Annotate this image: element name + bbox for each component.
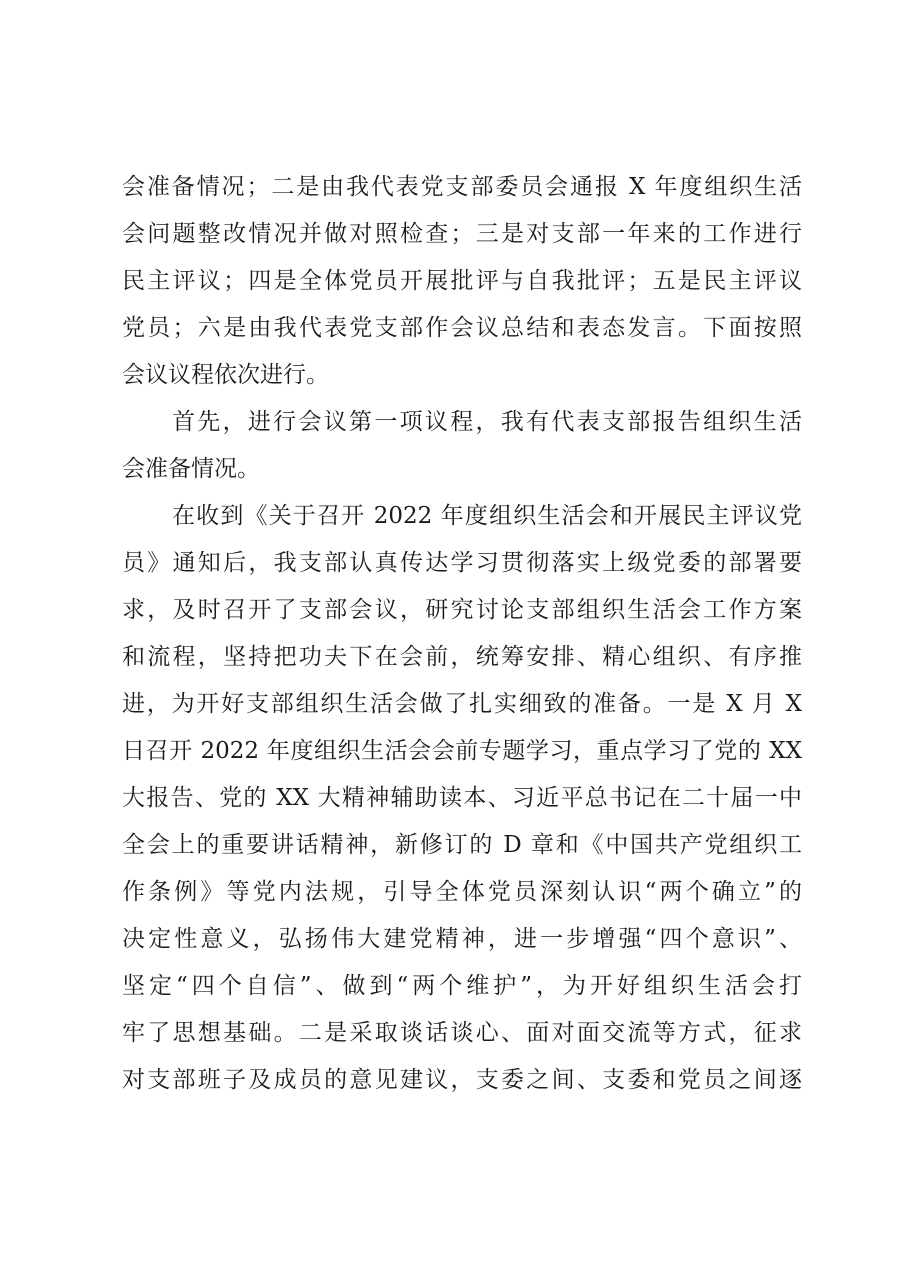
text-line: 会问题整改情况并做对照检查；三是对支部一年来的工作进行 <box>122 221 802 247</box>
text-line: 坚定“四个自信”、做到“两个维护”，为开好组织生活会打 <box>122 973 802 999</box>
text-line: 进，为开好支部组织生活会做了扎实细致的准备。一是 X 月 X <box>122 691 802 717</box>
text-line: 对支部班子及成员的意见建议，支委之间、支委和党员之间逐 <box>122 1067 802 1093</box>
text-line: 会准备情况；二是由我代表党支部委员会通报 X 年度组织生活 <box>122 174 802 200</box>
text-line: 民主评议；四是全体党员开展批评与自我批评；五是民主评议 <box>122 268 802 294</box>
text-line: 和流程，坚持把功夫下在会前，统筹安排、精心组织、有序推 <box>122 644 802 670</box>
paragraph-first-line: 首先，进行会议第一项议程，我有代表支部报告组织生活 <box>172 409 802 435</box>
text-line: 决定性意义，弘扬伟大建党精神，进一步增强“四个意识”、 <box>122 926 802 952</box>
text-line: 员》通知后，我支部认真传达学习贯彻落实上级党委的部署要 <box>122 550 802 576</box>
document-body <box>122 164 802 1104</box>
text-line: 求，及时召开了支部会议，研究讨论支部组织生活会工作方案 <box>122 597 802 623</box>
text-line: 会议议程依次进行。 <box>122 362 329 388</box>
text-line: 大报告、党的 XX 大精神辅助读本、习近平总书记在二十届一中 <box>122 785 802 811</box>
text-line: 党员；六是由我代表党支部作会议总结和表态发言。下面按照 <box>122 315 802 341</box>
text-line: 日召开 2022 年度组织生活会会前专题学习，重点学习了党的 XX <box>122 738 802 764</box>
text-line: 全会上的重要讲话精神，新修订的 D 章和《中国共产党组织工 <box>122 832 802 858</box>
paragraph-first-line: 在收到《关于召开 2022 年度组织生活会和开展民主评议党 <box>172 503 802 529</box>
text-line: 作条例》等党内法规，引导全体党员深刻认识“两个确立”的 <box>122 879 802 905</box>
text-line: 会准备情况。 <box>122 456 260 482</box>
text-line: 牢了思想基础。二是采取谈话谈心、面对面交流等方式，征求 <box>122 1020 802 1046</box>
